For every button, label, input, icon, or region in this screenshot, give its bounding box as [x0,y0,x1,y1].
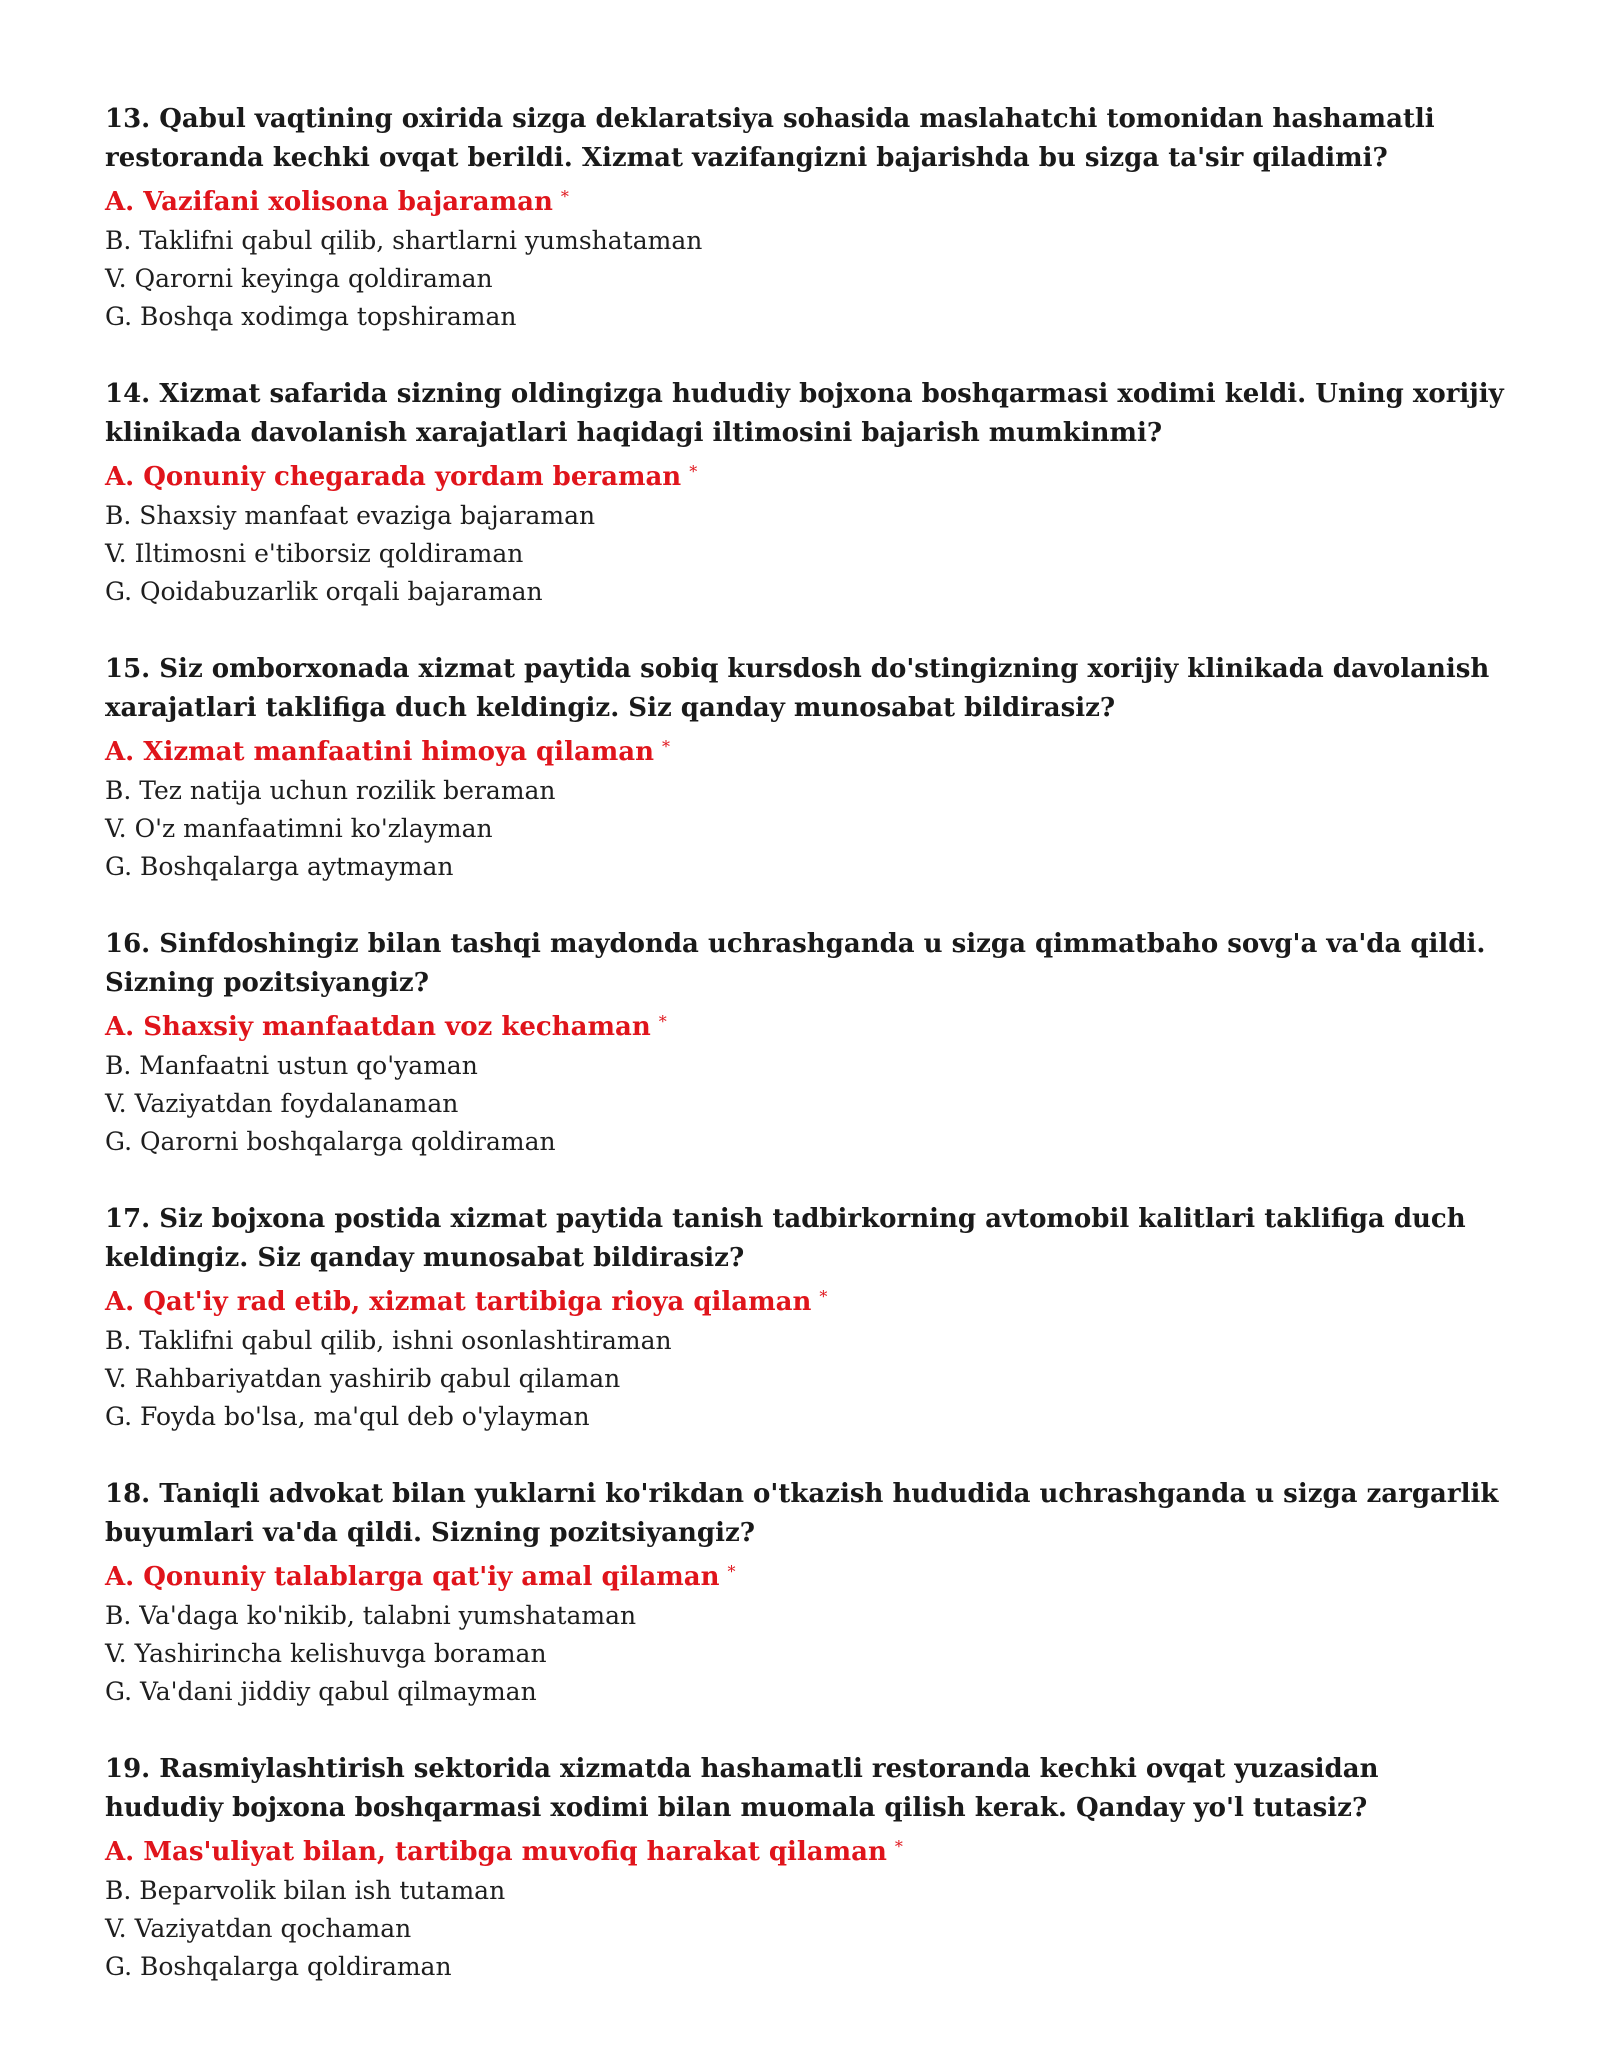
question-14 [105,375,1505,611]
answer-option: V. Yashirincha kelishuvga boraman [105,1639,547,1668]
question-18 [105,1475,1505,1711]
answer-option: G. Boshqalarga qoldiraman [105,1952,452,1981]
question-16 [105,925,1505,1161]
answer-option: B. Shaxsiy manfaat evaziga bajaraman [105,501,596,530]
correct-answer [105,1277,1505,1322]
answer-option: B. Taklifni qabul qilib, ishni osonlashtiraman [105,1326,672,1355]
answer-text: A. Xizmat manfaatini himoya qilaman [105,737,655,767]
correct-answer [105,452,1505,497]
question-title: 15. Siz omborxonada xizmat paytida sobiq kursdosh do'stingizning xorijiy klinikada davolanish xarajatlari taklifiga duch keldingiz. Siz qanday munosabat bildirasiz? [105,654,1490,723]
answer-text: A. Qonuniy chegarada yordam beraman [105,462,682,492]
answer-option: B. Taklifni qabul qilib, shartlarni yumshataman [105,226,703,255]
correct-answer [105,1827,1505,1872]
answer-option: V. Vaziyatdan qochaman [105,1914,412,1943]
answer-option: G. Qarorni boshqalarga qoldiraman [105,1127,556,1156]
correct-marker: * [662,737,671,756]
question-13 [105,100,1505,336]
question-title: 16. Sinfdoshingiz bilan tashqi maydonda uchrashganda u sizga qimmatbaho sovg'a va'da qildi. Sizning pozitsiyangiz? [105,929,1486,998]
correct-marker: * [658,1012,667,1031]
correct-marker: * [689,462,698,481]
answer-option: V. Vaziyatdan foydalanaman [105,1089,459,1118]
answer-option: V. Rahbariyatdan yashirib qabul qilaman [105,1364,621,1393]
answer-option: G. Foyda bo'lsa, ma'qul deb o'ylayman [105,1402,590,1431]
quiz-page [105,100,1505,2025]
question-title: 18. Taniqli advokat bilan yuklarni ko'rikdan o'tkazish hududida uchrashganda u sizga zargarlik buyumlari va'da qildi. Sizning pozitsiyangiz? [105,1479,1499,1548]
answer-option: B. Va'daga ko'nikib, talabni yumshataman [105,1601,637,1630]
answer-text: A. Mas'uliyat bilan, tartibga muvofiq harakat qilaman [105,1837,887,1867]
answer-option: B. Manfaatni ustun qo'yaman [105,1051,478,1080]
answer-option: G. Boshqa xodimga topshiraman [105,302,517,331]
question-17 [105,1200,1505,1436]
correct-marker: * [894,1837,903,1856]
correct-answer [105,1552,1505,1597]
correct-answer [105,177,1505,222]
correct-marker: * [560,187,569,206]
answer-option: G. Va'dani jiddiy qabul qilmayman [105,1677,537,1706]
question-15 [105,650,1505,886]
answer-text: A. Qat'iy rad etib, xizmat tartibiga rioya qilaman [105,1287,812,1317]
question-title: 19. Rasmiylashtirish sektorida xizmatda hashamatli restoranda kechki ovqat yuzasidan hududiy bojxona boshqarmasi xodimi bilan muomala qilish kerak. Qanday yo'l tutasiz? [105,1754,1379,1823]
correct-marker: * [727,1562,736,1581]
question-title: 17. Siz bojxona postida xizmat paytida tanish tadbirkorning avtomobil kalitlari taklifiga duch keldingiz. Siz qanday munosabat bildirasiz? [105,1204,1466,1273]
correct-marker: * [819,1287,828,1306]
correct-answer [105,1002,1505,1047]
question-19 [105,1750,1505,1986]
answer-option: V. O'z manfaatimni ko'zlayman [105,814,493,843]
correct-answer [105,727,1505,772]
answer-option: B. Tez natija uchun rozilik beraman [105,776,556,805]
answer-option: G. Qoidabuzarlik orqali bajaraman [105,577,543,606]
answer-text: A. Vazifani xolisona bajaraman [105,187,553,217]
answer-text: A. Qonuniy talablarga qat'iy amal qilaman [105,1562,720,1592]
question-title: 14. Xizmat safarida sizning oldingizga hududiy bojxona boshqarmasi xodimi keldi. Uning xorijiy klinikada davolanish xarajatlari haqidagi iltimosini bajarish mumkinmi? [105,379,1504,448]
answer-text: A. Shaxsiy manfaatdan voz kechaman [105,1012,651,1042]
question-title: 13. Qabul vaqtining oxirida sizga deklaratsiya sohasida maslahatchi tomonidan hashamatli restoranda kechki ovqat berildi. Xizmat vazifangizni bajarishda bu sizga ta'sir qiladimi? [105,104,1435,173]
answer-option: V. Iltimosni e'tiborsiz qoldiraman [105,539,524,568]
answer-option: V. Qarorni keyinga qoldiraman [105,264,493,293]
answer-option: B. Beparvolik bilan ish tutaman [105,1876,506,1905]
answer-option: G. Boshqalarga aytmayman [105,852,454,881]
